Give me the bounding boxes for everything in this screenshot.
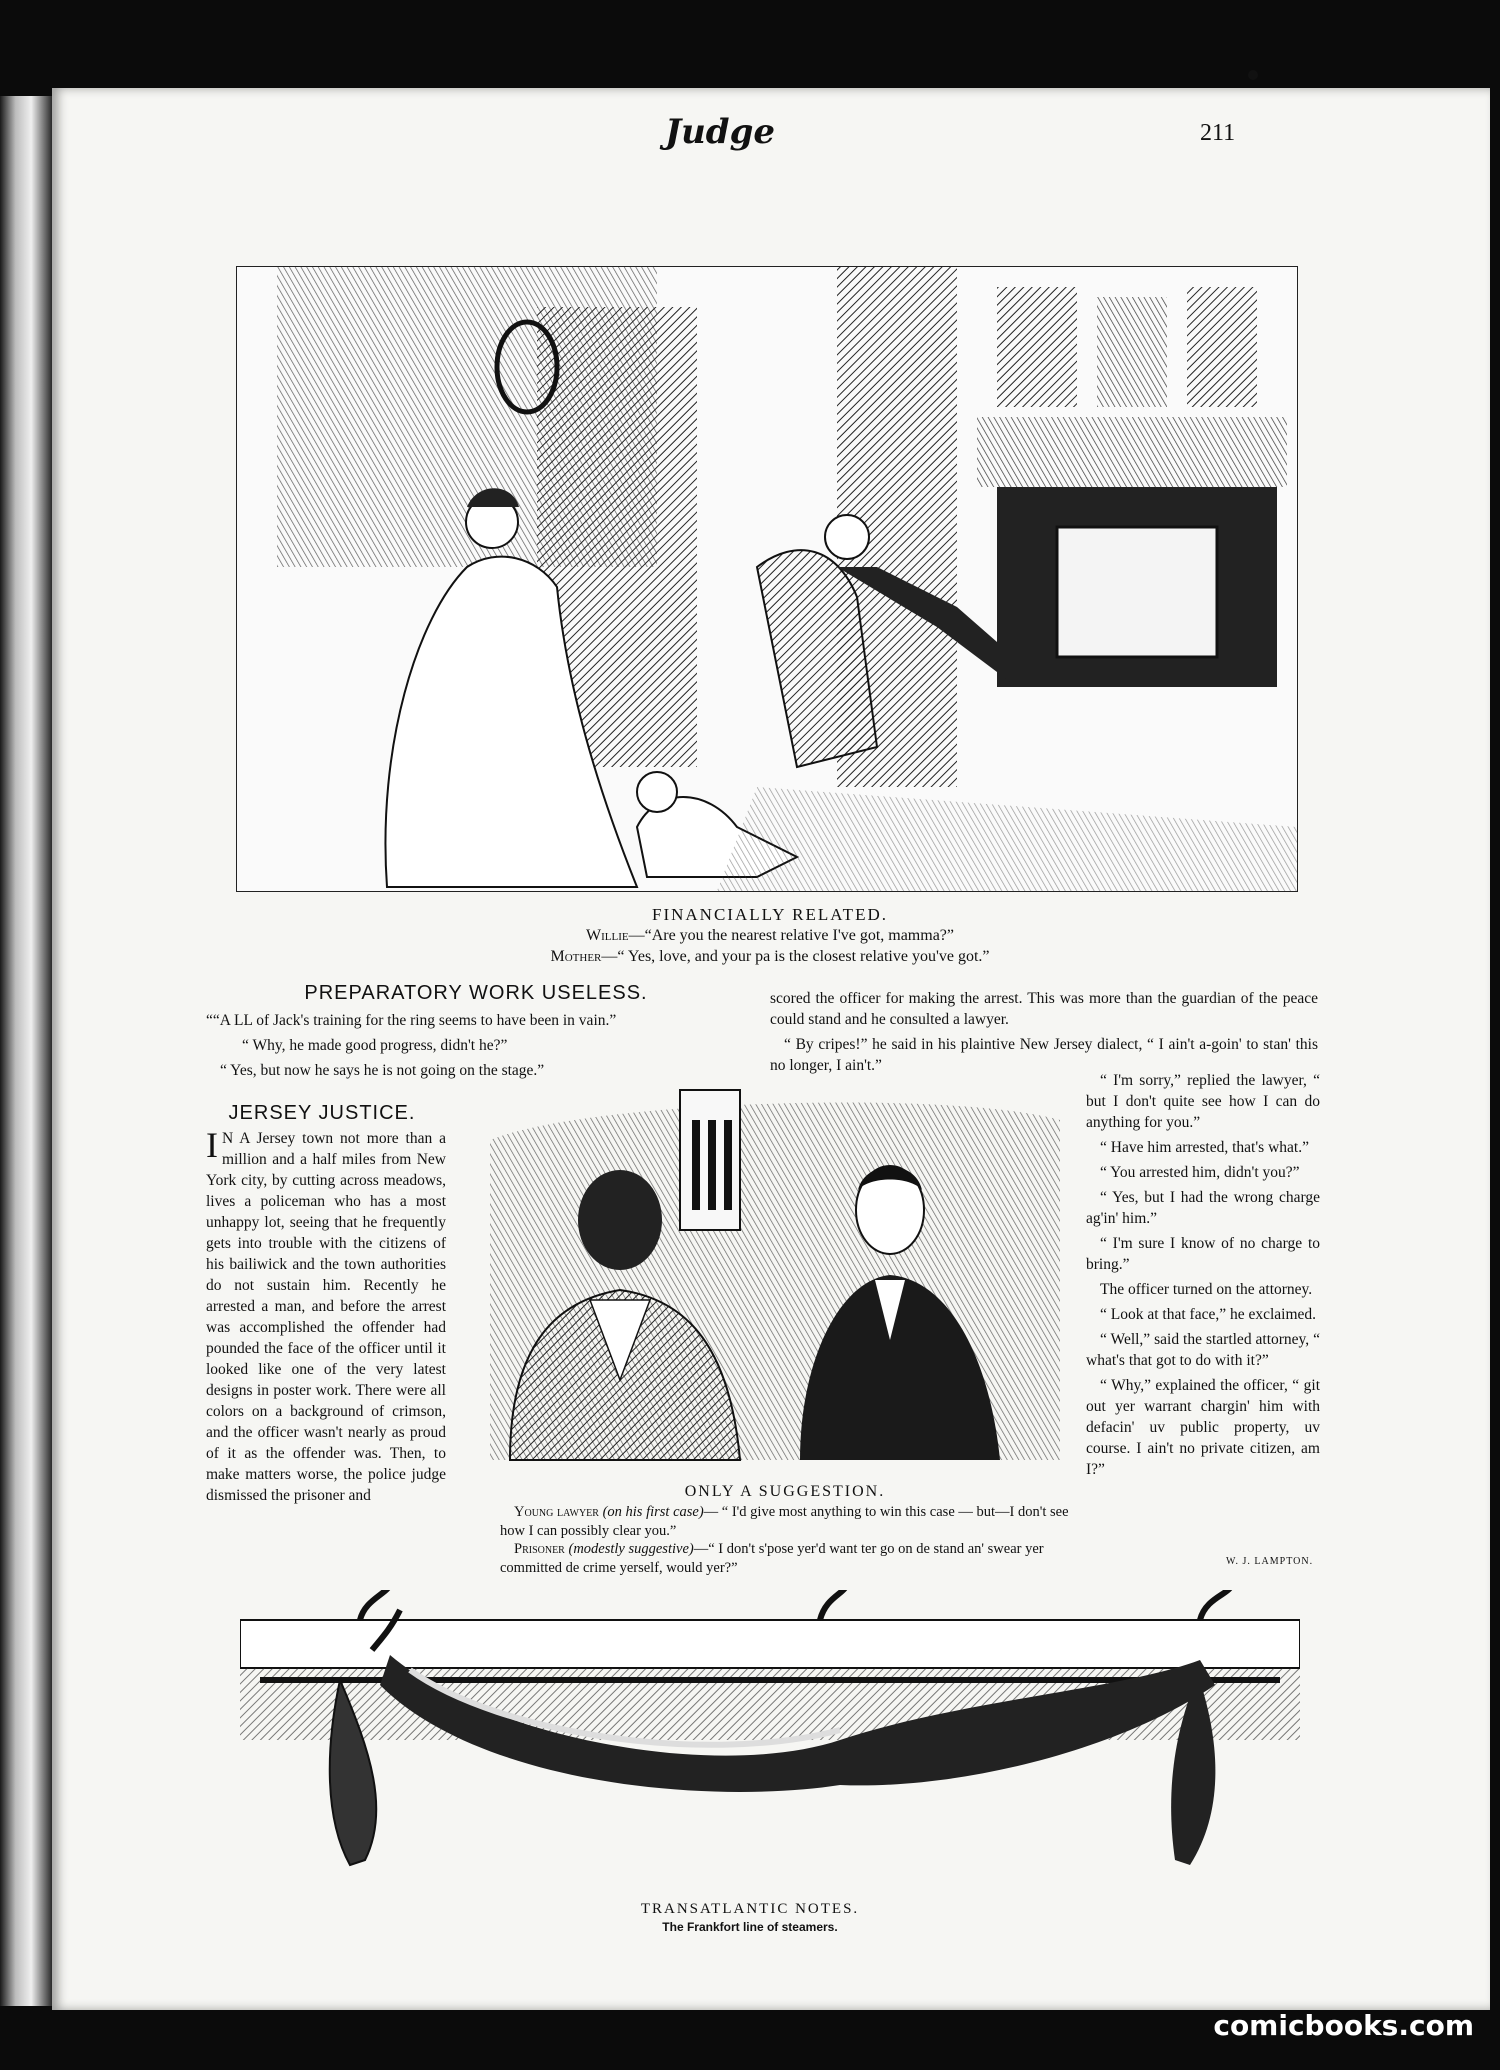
stage-direction: (on his first case): [602, 1503, 704, 1520]
drop-cap: I: [206, 1125, 218, 1165]
speech-willie: —“Are you the nearest relative I've got, mamma?”: [628, 927, 954, 945]
paragraph: scored the officer for making the arrest. This was more than the guardian of the peace could stand and he consulted a lawyer.: [770, 990, 1318, 1028]
lawyer-prisoner-drawing: [470, 1080, 1070, 1480]
speech-young-lawyer: — “ I'd give most anything to win this case — but—I don't see how I can possibly clear you.”: [500, 1503, 1069, 1539]
caption-title: TRANSATLANTIC NOTES.: [640, 1901, 860, 1917]
ink-dot: [1248, 70, 1258, 80]
book-binding: [0, 96, 52, 2006]
page-number: 211: [1200, 120, 1236, 146]
heading-preparatory-work-useless: PREPARATORY WORK USELESS.: [304, 982, 648, 1004]
stage-direction: (modestly suggestive): [568, 1541, 694, 1558]
paragraph: [206, 1125, 446, 1506]
author-signature: W. J. LAMPTON.: [1226, 1556, 1314, 1567]
speaker-young-lawyer: Young lawyer: [514, 1503, 599, 1520]
speaker-prisoner: Prisoner: [514, 1541, 565, 1558]
speech-mother: —“ Yes, love, and your pa is the closest relative you've got.”: [601, 947, 990, 965]
speech-prisoner: —“ I don't s'pose yer'd want ter go on de stand an' swear yer committed de crime yerself, would yer?”: [500, 1541, 1044, 1577]
dialogue-line-prisoner: [500, 1540, 1070, 1578]
paragraph: “ I'm sorry,” replied the lawyer, “ but I don't quite see how I can do anything for you.”: [1086, 1072, 1320, 1131]
paragraph: “ Well,” said the startled attorney, “ what's that got to do with it?”: [1086, 1331, 1320, 1369]
paragraph: “ Have him arrested, that's what.”: [1100, 1139, 1309, 1156]
sausages-drawing: [240, 1590, 1300, 1890]
paragraph: ““A LL of Jack's training for the ring seems to have been in vain.”: [206, 1012, 617, 1029]
dialogue-line-young-lawyer: [500, 1503, 1070, 1541]
paragraph: “ I'm sure I know of no charge to bring.”: [1086, 1235, 1320, 1273]
paragraph: “ Look at that face,” he exclaimed.: [1100, 1306, 1317, 1323]
paragraph: “ Yes, but I had the wrong charge ag'in' him.”: [1086, 1189, 1320, 1227]
paragraph: “ By cripes!” he said in his plaintive New Jersey dialect, “ I ain't a-goin' to stan' this no longer, I ain't.”: [770, 1036, 1318, 1074]
paragraph: “ Why, he made good progress, didn't he?”: [242, 1037, 508, 1054]
article-preparatory-work-useless: [206, 1010, 746, 1085]
caption-title: ONLY A SUGGESTION.: [684, 1483, 886, 1500]
article-jersey-justice-column-1: [206, 1125, 446, 1510]
caption-transatlantic-notes: [500, 1900, 1000, 1935]
watermark: comicbooks.com: [1213, 2009, 1474, 2042]
illustration-sausages-on-shelf: [240, 1590, 1300, 1890]
illustration-parlor-scene: [236, 266, 1298, 892]
paragraph: The officer turned on the attorney.: [1100, 1281, 1313, 1298]
caption-only-a-suggestion: [500, 1482, 1070, 1578]
article-jersey-justice-column-2: [770, 988, 1318, 1080]
illustration-lawyer-and-prisoner: [470, 1080, 1070, 1480]
speaker-mother: Mother: [550, 947, 602, 965]
caption-title: FINANCIALLY RELATED.: [652, 905, 888, 924]
paragraph: “ Why,” explained the officer, “ git out yer warrant chargin' him with defacin' uv public property, uv course. I ain't no private citizen, am I?”: [1086, 1377, 1320, 1478]
dialogue-line-mother: [380, 947, 1160, 968]
article-jersey-justice-column-3: [1086, 1070, 1320, 1484]
caption-financially-related: [380, 904, 1160, 968]
parlor-scene-drawing: [237, 267, 1297, 891]
heading-jersey-justice: JERSEY JUSTICE.: [228, 1102, 416, 1124]
caption-subtitle: The Frankfort line of steamers.: [662, 1919, 838, 1934]
dialogue-line-willie: [380, 926, 1160, 947]
speaker-willie: Willie: [586, 927, 629, 945]
paragraph: “ Yes, but now he says he is not going on the stage.”: [220, 1062, 545, 1079]
paragraph: “ You arrested him, didn't you?”: [1100, 1164, 1300, 1181]
masthead: Judge: [665, 112, 775, 152]
paragraph-text: N A Jersey town not more than a million and a half miles from New York city, by cutting across meadows, lives a policeman who has a most unhappy lot, seeing that he frequently gets into trouble with the citizens of his bailiwick and the town authorities do not sustain him. Recently he arrested a man, and before the arrest was accomplished the offender had pounded the face of the officer until it looked like one of the very latest designs in poster work. There were all colors on a background of crimson, and the officer wasn't nearly as proud of it as the offender was. Then, to make matters worse, the police judge dismissed the prisoner and: [206, 1130, 446, 1504]
